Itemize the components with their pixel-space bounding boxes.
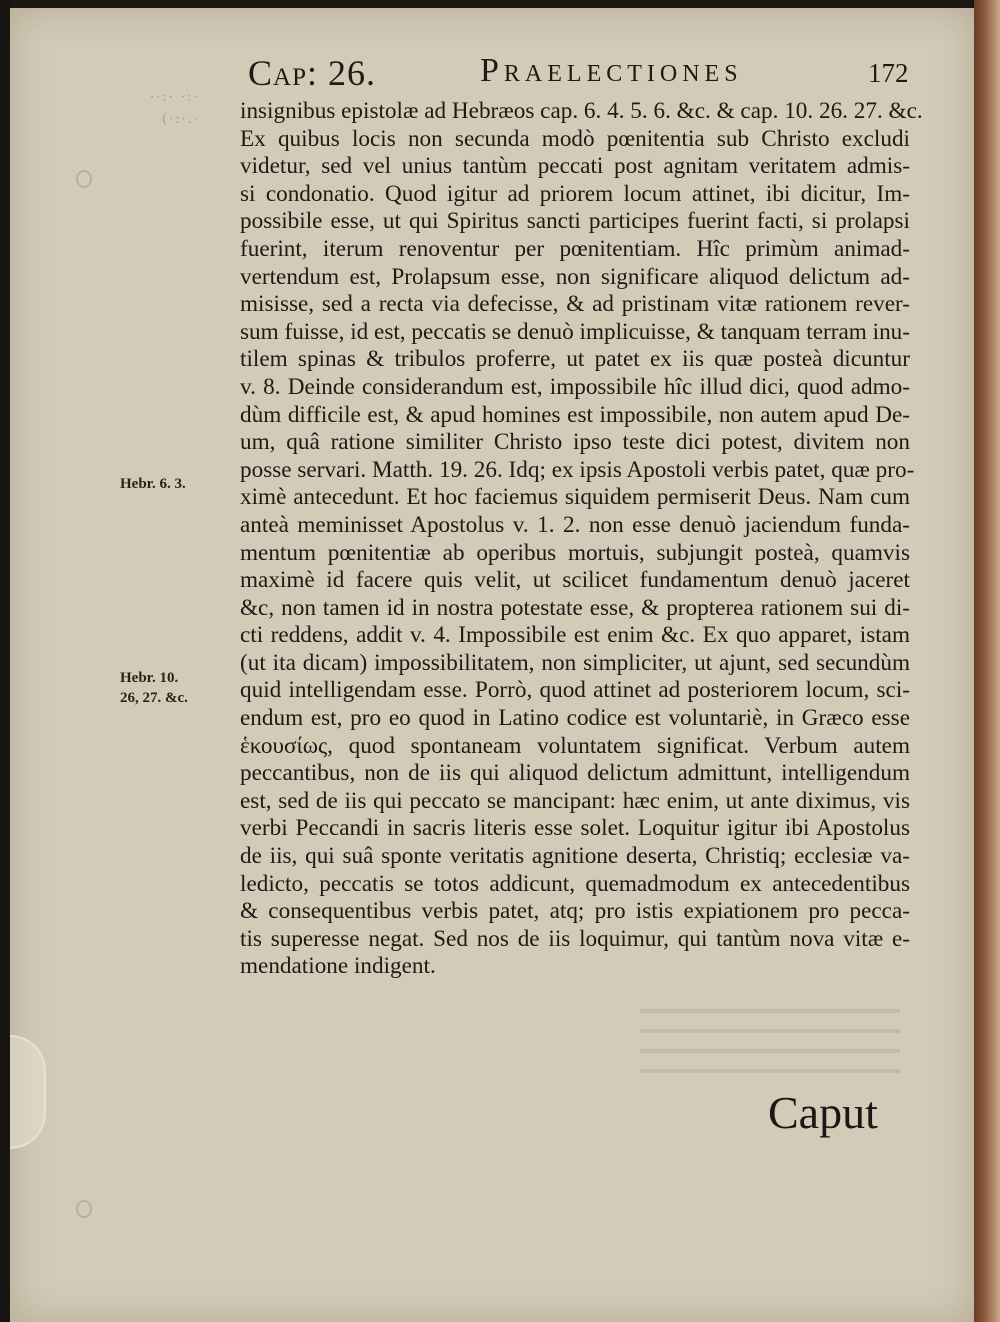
text-line: ἑκουσίως, quod spontaneam voluntatem significat. Verbum autem: [240, 732, 910, 759]
catchword: Caput: [768, 1087, 878, 1138]
text-line: est, sed de iis qui peccato se mancipant: hæc enim, ut ante diximus, vis: [240, 787, 910, 814]
text-line: endum est, pro eo quod in Latino codice est voluntariè, in Græco esse: [240, 705, 910, 732]
text-line: & consequentibus verbis patet, atq; pro istis expiationem pro pecca-: [240, 898, 910, 925]
text-line: peccantibus, non de iis qui aliquod delictum admittunt, intelligendum: [240, 760, 910, 787]
text-line: possibile esse, ut qui Spiritus sancti participes fuerint facti, si prolapsi: [240, 208, 910, 235]
text-line: tilem spinas & tribulos proferre, ut patet ex iis quæ posteà dicuntur: [240, 346, 910, 373]
stain-mark: [76, 170, 92, 188]
text-line: &c, non tamen id in nostra potestate esse, & propterea rationem sui di-: [240, 594, 910, 621]
body-text: [240, 98, 923, 981]
book-gutter-edge: [0, 0, 10, 1322]
text-line: quid intelligendam esse. Porrò, quod attinet ad posteriorem locum, sci-: [240, 677, 910, 704]
text-line: mendatione indigent.: [240, 953, 436, 980]
stain-mark: [76, 1200, 92, 1218]
text-line: maximè id facere quis velit, ut scilicet fundamentum denuò jaceret: [240, 567, 910, 594]
running-header: [0, 52, 1000, 96]
margin-note-hebr-10: [120, 668, 188, 708]
page-number: 172: [868, 58, 909, 88]
book-cover-edge: [974, 0, 1000, 1322]
text-line: cti reddens, addit v. 4. Impossibile est enim &c. Ex quo apparet, istam: [240, 622, 910, 649]
text-line: videtur, sed vel unius tantùm peccati post agnitam veritatem admis-: [240, 153, 910, 180]
text-line: insignibus epistolæ ad Hebræos cap. 6. 4. 5. 6. &c. & cap. 10. 26. 27. &c.: [240, 98, 923, 124]
text-line: fuerint, iterum renoventur per pœnitentiam. Hîc primùm animad-: [240, 235, 910, 262]
clasp-tab: [10, 1035, 46, 1149]
text-line: um, quâ ratione similiter Christo ipso teste dici potest, divitem non: [240, 429, 910, 456]
text-line: v. 8. Deinde considerandum est, impossibile hîc illud dici, quod admo-: [240, 373, 910, 400]
text-line: verbi Peccandi in sacris literis esse solet. Loquitur igitur ibi Apostolus: [240, 815, 910, 842]
text-line: sum fuisse, id est, peccatis se denuò implicuisse, & tanquam terram inu-: [240, 318, 910, 345]
text-line: ximè antecedunt. Et hoc faciemus siquidem permiserit Deus. Nam cum: [240, 484, 910, 511]
margin-note-line: Hebr. 10.: [120, 670, 179, 686]
text-line: anteà meminisset Apostolus v. 1. 2. non esse denuò jaciendum funda-: [240, 511, 910, 538]
text-line: ledicto, peccatis se totos addicunt, quemadmodum ex antecedentibus: [240, 870, 910, 897]
margin-note-text: Hebr. 6. 3.: [120, 476, 186, 492]
show-through-text: [640, 993, 900, 1083]
text-line: Ex quibus locis non secunda modò pœnitentia sub Christo excludi: [240, 125, 910, 152]
text-line: mentum pœnitentiæ ab operibus mortuis, subjungit posteà, quamvis: [240, 539, 910, 566]
text-line: posse servari. Matth. 19. 26. Idq; ex ipsis Apostoli verbis patet, quæ pro-: [240, 456, 915, 483]
text-line: misisse, sed a recta via defecisse, & ad pristinam vitæ rationem rever-: [240, 291, 910, 318]
running-title: Praelectiones: [480, 52, 743, 89]
faint-marginalia: (·:·.·: [162, 112, 200, 127]
chapter-heading: Cap: 26.: [248, 53, 376, 93]
margin-note-hebr-6: [120, 474, 186, 494]
margin-note-line: 26, 27. &c.: [120, 690, 188, 706]
text-line: si condonatio. Quod igitur ad priorem locum attinet, ibi dicitur, Im-: [240, 180, 910, 207]
text-line: (ut ita dicam) impossibilitatem, non simpliciter, ut ajunt, sed secundùm: [240, 649, 910, 676]
text-line: tis superesse negat. Sed nos de iis loquimur, qui tantùm nova vitæ e-: [240, 925, 910, 952]
text-line: de iis, qui suâ sponte veritatis agnitione deserta, Christiq; ecclesiæ va-: [240, 843, 910, 870]
text-line: dùm difficile est, & apud homines est impossibile, non autem apud De-: [240, 401, 910, 428]
faint-marginalia: ··:· ·:·: [150, 90, 200, 105]
text-line: vertendum est, Prolapsum esse, non significare aliquod delictum ad-: [240, 263, 910, 290]
